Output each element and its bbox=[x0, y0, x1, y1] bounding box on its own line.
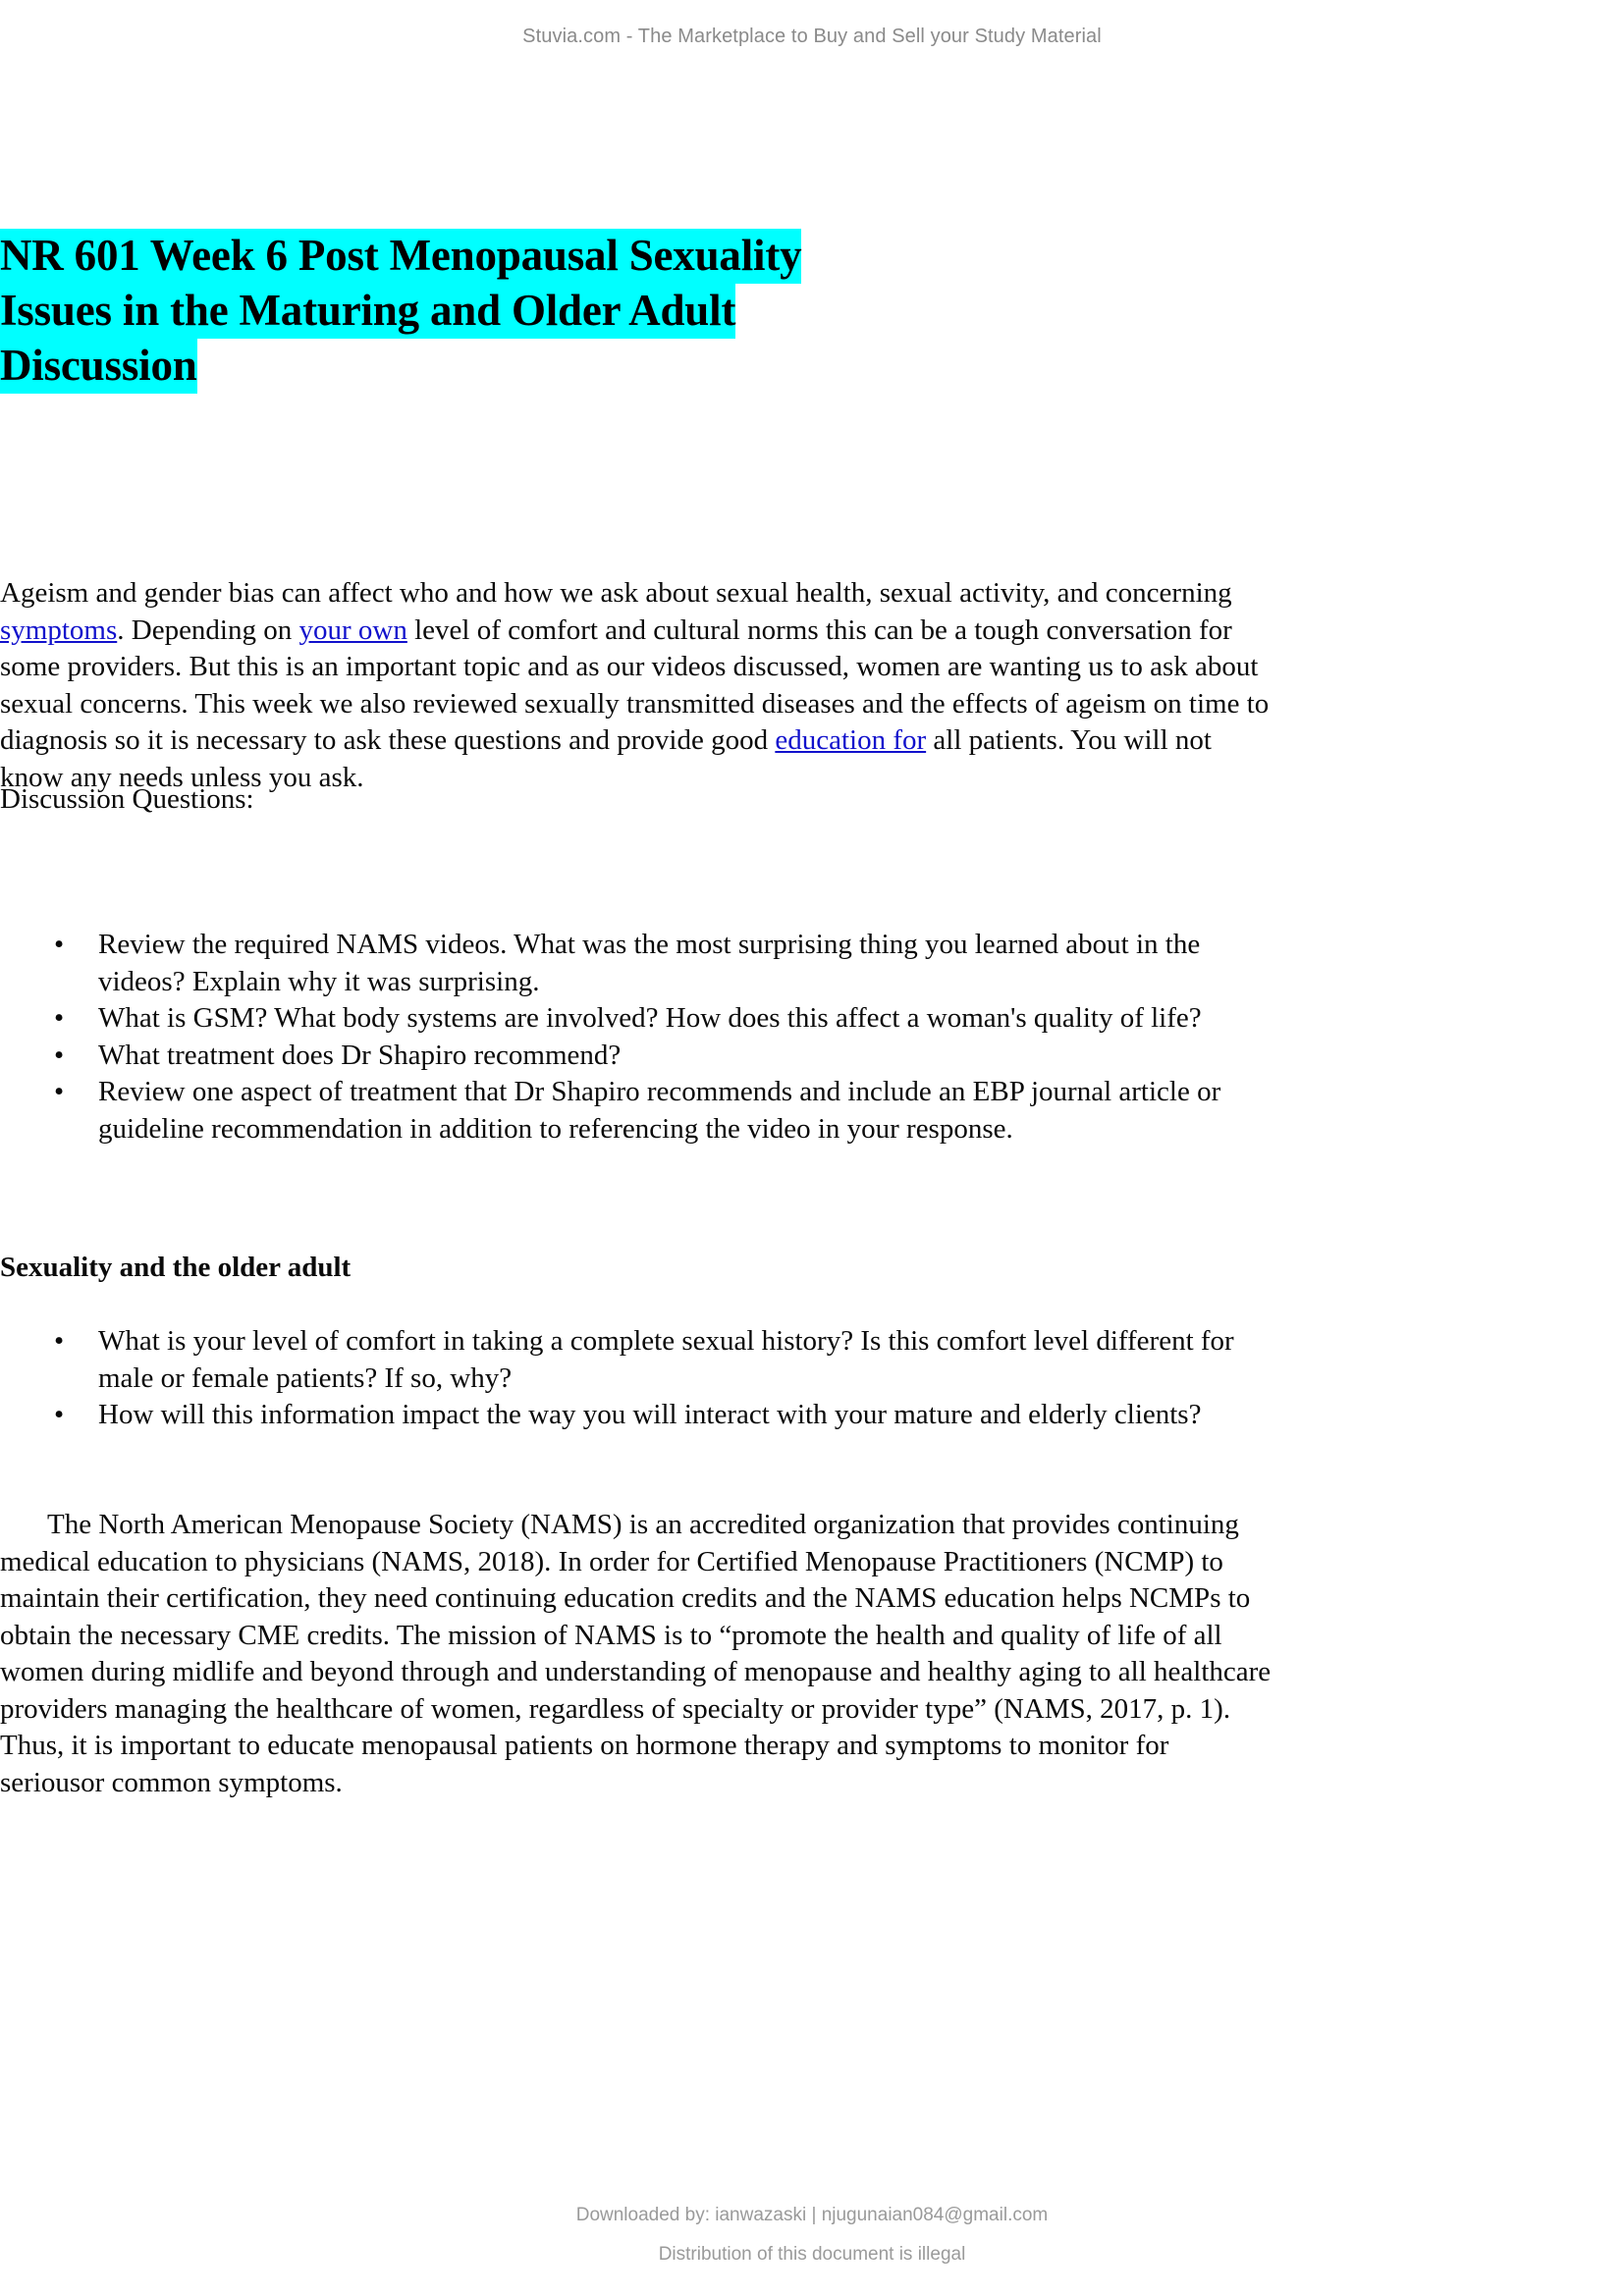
bullet-icon: • bbox=[54, 1325, 65, 1357]
list-item bbox=[0, 1397, 1276, 1434]
intro-paragraph-block bbox=[0, 575, 1276, 796]
list-item-label: Review the required NAMS videos. What was the most surprising thing you learned about in the videos? Explain why it was surprising. bbox=[98, 929, 1201, 997]
bullet-icon: • bbox=[54, 1002, 65, 1034]
list-item bbox=[0, 1323, 1276, 1397]
page-title-line-2: Issues in the Maturing and Older Adult bbox=[0, 284, 735, 339]
intro-text-segment-4: all patients. You will not know any needs unless you ask. bbox=[0, 724, 1212, 793]
list-item-label: What is GSM? What body systems are involved? How does this affect a woman's quality of life? bbox=[98, 1002, 1202, 1034]
intro-text-segment-3: level of comfort and cultural norms this can be a tough conversation for some providers. But this is an important topic and as our videos discussed, women are wanting us to ask about sexual concerns. This week we also reviewed sexually transmitted diseases and the effects of ageism on time to diagnosis so it is necessary to ask these questions and provide good bbox=[0, 614, 1270, 756]
list-item-label: Review one aspect of treatment that Dr Shapiro recommends and include an EBP journal article or guideline recommendation in addition to referencing the video in your response. bbox=[98, 1076, 1221, 1145]
distribution-illegal-watermark: Distribution of this document is illegal bbox=[658, 2244, 966, 2265]
bullet-icon: • bbox=[54, 1076, 65, 1107]
list-item-label: How will this information impact the way you will interact with your mature and elderly clients? bbox=[98, 1399, 1202, 1430]
sexuality-questions-list bbox=[0, 1323, 1276, 1434]
link-your-own[interactable]: your own bbox=[298, 614, 407, 646]
list-item bbox=[0, 927, 1276, 1000]
discussion-questions-label-block bbox=[0, 781, 1276, 819]
bullet-icon: • bbox=[54, 929, 65, 960]
intro-paragraph bbox=[0, 575, 1276, 796]
stuvia-header-watermark: Stuvia.com - The Marketplace to Buy and Sell your Study Material bbox=[522, 26, 1102, 47]
intro-text-segment-1: Ageism and gender bias can affect who and how we ask about sexual health, sexual activity, and concerning bbox=[0, 577, 1232, 609]
sexuality-list-block bbox=[0, 1323, 1276, 1434]
discussion-questions-list-block bbox=[0, 927, 1276, 1148]
bullet-icon: • bbox=[54, 1399, 65, 1430]
list-item-label: What is your level of comfort in taking a complete sexual history? Is this comfort level different for male or female patients? If so, why? bbox=[98, 1325, 1234, 1394]
nams-paragraph-block bbox=[0, 1507, 1276, 1801]
intro-text-segment-2: . Depending on bbox=[117, 614, 299, 646]
bullet-icon: • bbox=[54, 1039, 65, 1071]
link-symptoms[interactable]: symptoms bbox=[0, 614, 118, 646]
sexuality-heading-block bbox=[0, 1250, 1276, 1287]
discussion-questions-list bbox=[0, 927, 1276, 1148]
section-heading-sexuality: Sexuality and the older adult bbox=[0, 1252, 352, 1283]
discussion-questions-label: Discussion Questions: bbox=[0, 783, 254, 815]
page-title bbox=[0, 228, 1276, 393]
list-item-label: What treatment does Dr Shapiro recommend? bbox=[98, 1039, 622, 1071]
list-item bbox=[0, 1038, 1276, 1075]
page-title-line-3: Discussion bbox=[0, 339, 197, 394]
link-education-for[interactable]: education for bbox=[775, 724, 927, 756]
nams-paragraph: The North American Menopause Society (NAMS) is an accredited organization that provides continuing medical education to physicians (NAMS, 2018). In order for Certified Menopause Practitioners (NCMP) to maintain their certification, they need continuing education credits and the NAMS education helps NCMPs to obtain the necessary CME credits. The mission of NAMS is to “promote the health and quality of life of all women during midlife and beyond through and understanding of menopause and healthy aging to all healthcare providers managing the healthcare of women, regardless of specialty or provider type” (NAMS, 2017, p. 1). Thus, it is important to educate menopausal patients on hormone therapy and symptoms to monitor for seriousor common symptoms. bbox=[0, 1509, 1272, 1798]
downloaded-by-watermark: Downloaded by: ianwazaski | njugunaian084@gmail.com bbox=[575, 2205, 1049, 2225]
list-item bbox=[0, 1074, 1276, 1148]
page-title-line-1: NR 601 Week 6 Post Menopausal Sexuality bbox=[0, 229, 801, 284]
list-item bbox=[0, 1000, 1276, 1038]
